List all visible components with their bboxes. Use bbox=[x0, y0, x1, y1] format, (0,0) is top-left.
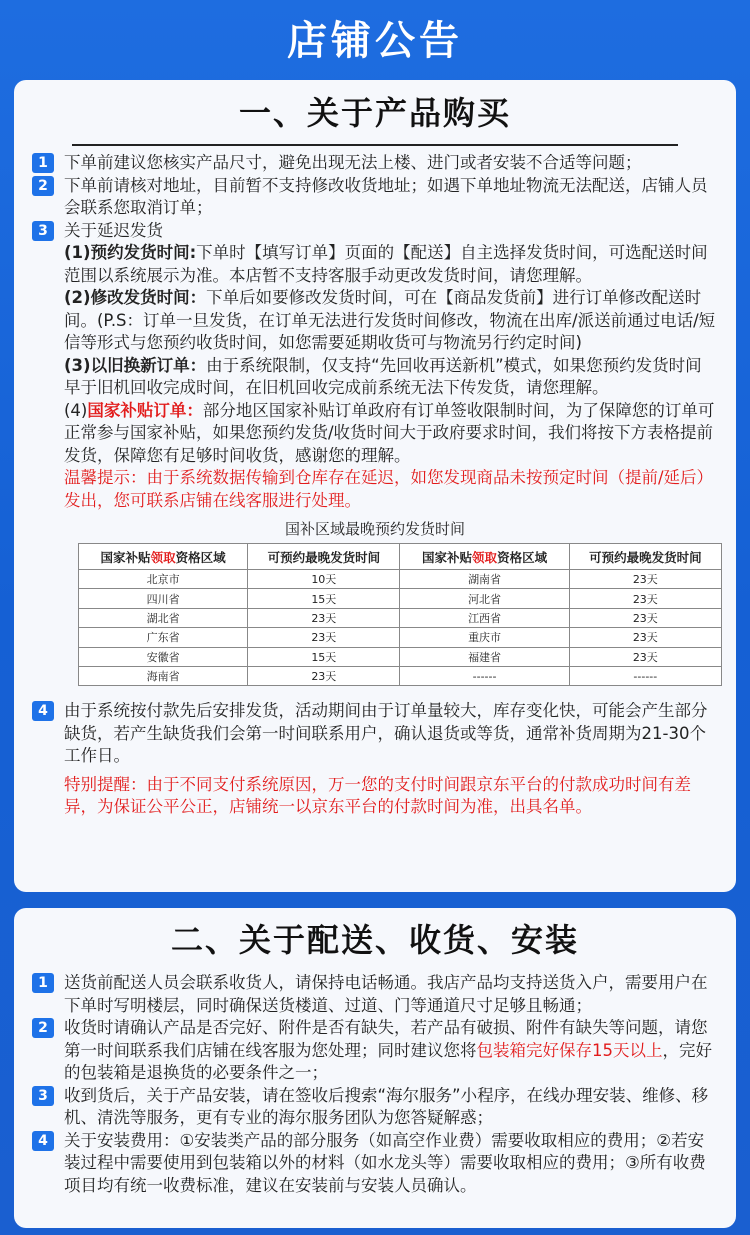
number-badge: 4 bbox=[32, 1131, 54, 1151]
table-row: 海南省 23天 ------ ------ bbox=[79, 666, 722, 685]
list-item bbox=[32, 152, 718, 175]
table-row: 安徽省 15天 福建省 23天 bbox=[79, 647, 722, 666]
item-text: 关于安装费用：①安装类产品的部分服务（如高空作业费）需要收取相应的费用；②若安装过程中需要使用到包装箱以外的材料（如水龙头等）需要收取相应的费用；③所有收费项目均有统一收费标准，建议在安装前与安装人员确认。 bbox=[64, 1130, 706, 1195]
number-badge: 2 bbox=[32, 1018, 54, 1038]
table-row: 北京市 10天 湖南省 23天 bbox=[79, 570, 722, 589]
section-purchase bbox=[14, 80, 736, 892]
section-title: 二、关于配送、收货、安装 bbox=[170, 921, 579, 959]
paragraph-label: 国家补贴订单： bbox=[87, 400, 203, 420]
number-badge: 3 bbox=[32, 221, 54, 241]
col-header-time: 可预约最晚发货时间 bbox=[569, 544, 721, 570]
item-text: 下单前建议您核实产品尺寸，避免出现无法上楼、进门或者安装不合适等问题； bbox=[64, 153, 642, 172]
item-text: 关于延迟发货 bbox=[64, 220, 163, 240]
number-badge: 1 bbox=[32, 153, 54, 173]
item-text: 收货时请确认产品是否完好、附件是否有缺失，若产品有破损、附件有缺失等问题，请您第一时间联系我们店铺在线客服为您处理；同时建议您将包装箱完好保存15天以上，完好的包装箱是退换货的必要条件之一； bbox=[64, 1018, 712, 1082]
list-item bbox=[32, 175, 718, 220]
section-title: 一、关于产品购买 bbox=[72, 80, 678, 146]
delay-paragraph-1 bbox=[32, 242, 718, 287]
delay-paragraph-4 bbox=[32, 400, 718, 468]
delay-paragraph-2 bbox=[32, 287, 718, 355]
warm-tip: 温馨提示：由于系统数据传输到仓库存在延迟，如您发现商品未按预定时间（提前/延后）发出，您可联系店铺在线客服进行处理。 bbox=[64, 468, 714, 510]
paragraph-label: (1)预约发货时间: bbox=[64, 243, 197, 262]
table-row: 广东省 23天 重庆市 23天 bbox=[79, 628, 722, 647]
page-title: 店铺公告 bbox=[287, 18, 463, 64]
subsidy-table bbox=[78, 543, 722, 686]
number-badge: 3 bbox=[32, 1086, 54, 1106]
paragraph-text: 由于系统限制，仅支持“先回收再送新机”模式，如果您预约发货时间早于旧机回收完成时间，在旧机回收完成前系统无法下传发货，请您理解。 bbox=[64, 355, 702, 397]
table-header-row bbox=[79, 544, 722, 570]
col-header-region: 国家补贴领取资格区域 bbox=[79, 544, 248, 570]
number-badge: 1 bbox=[32, 973, 54, 993]
delay-paragraph-3 bbox=[32, 355, 718, 400]
item-text: 送货前配送人员会联系收货人，请保持电话畅通。我店产品均支持送货入户，需要用户在下单时写明楼层，同时确保送货楼道、过道、门等通道尺寸足够且畅通； bbox=[64, 973, 708, 1015]
list-item bbox=[32, 220, 718, 243]
item-text: 下单前请核对地址，目前暂不支持修改收货地址；如遇下单地址物流无法配送，店铺人员会联系您取消订单； bbox=[64, 175, 708, 217]
col-header-time: 可预约最晚发货时间 bbox=[248, 544, 400, 570]
list-item bbox=[32, 1017, 718, 1085]
table-row: 四川省 15天 河北省 23天 bbox=[79, 589, 722, 608]
paragraph-prefix: (4) bbox=[64, 400, 88, 420]
paragraph-label: (3)以旧换新订单： bbox=[64, 355, 207, 375]
special-note: 特别提醒：由于不同支付系统原因，万一您的支付时间跟京东平台的付款成功时间有差异，为保证公平公正，店铺统一以京东平台的付款时间为准，出具名单。 bbox=[64, 774, 691, 817]
list-item bbox=[32, 700, 718, 768]
paragraph-text: 下单后如要修改发货时间，可在【商品发货前】进行订单修改配送时间。(P.S：订单一旦发货，在订单无法进行发货时间修改，物流在出库/派送前通过电话/短信等形式与您预约收货时间，如您需要延期收货可与物流另行约定时间) bbox=[64, 288, 716, 352]
table-title: 国补区域最晚预约发货时间 bbox=[284, 520, 465, 538]
item-text: 由于系统按付款先后安排发货，活动期间由于订单量较大，库存变化快，可能会产生部分缺货，若产生缺货我们会第一时间联系用户，确认退货或等货，通常补货周期为21-30个工作日。 bbox=[64, 701, 708, 766]
col-header-region: 国家补贴领取资格区域 bbox=[400, 544, 569, 570]
list-item bbox=[32, 972, 718, 1017]
paragraph-text: 部分地区国家补贴订单政府有订单签收限制时间，为了保障您的订单可正常参与国家补贴，如果您预约发货/收货时间大于政府要求时间，我们将按下方表格提前发货，保障您有足够时间收货，感谢您的理解。 bbox=[64, 400, 715, 465]
list-item bbox=[32, 1085, 718, 1130]
list-item bbox=[32, 1130, 718, 1198]
section-delivery bbox=[14, 908, 736, 1228]
paragraph-text: 下单时【填写订单】页面的【配送】自主选择发货时间，可选配送时间范围以系统展示为准。本店暂不支持客服手动更改发货时间，请您理解。 bbox=[64, 243, 708, 285]
number-badge: 4 bbox=[32, 701, 54, 721]
number-badge: 2 bbox=[32, 176, 54, 196]
paragraph-label: (2)修改发货时间： bbox=[64, 288, 207, 307]
table-row: 湖北省 23天 江西省 23天 bbox=[79, 608, 722, 627]
item-text: 收到货后，关于产品安装，请在签收后搜索“海尔服务”小程序，在线办理安装、维修、移机、清洗等服务，更有专业的海尔服务团队为您答疑解惑； bbox=[64, 1085, 709, 1127]
